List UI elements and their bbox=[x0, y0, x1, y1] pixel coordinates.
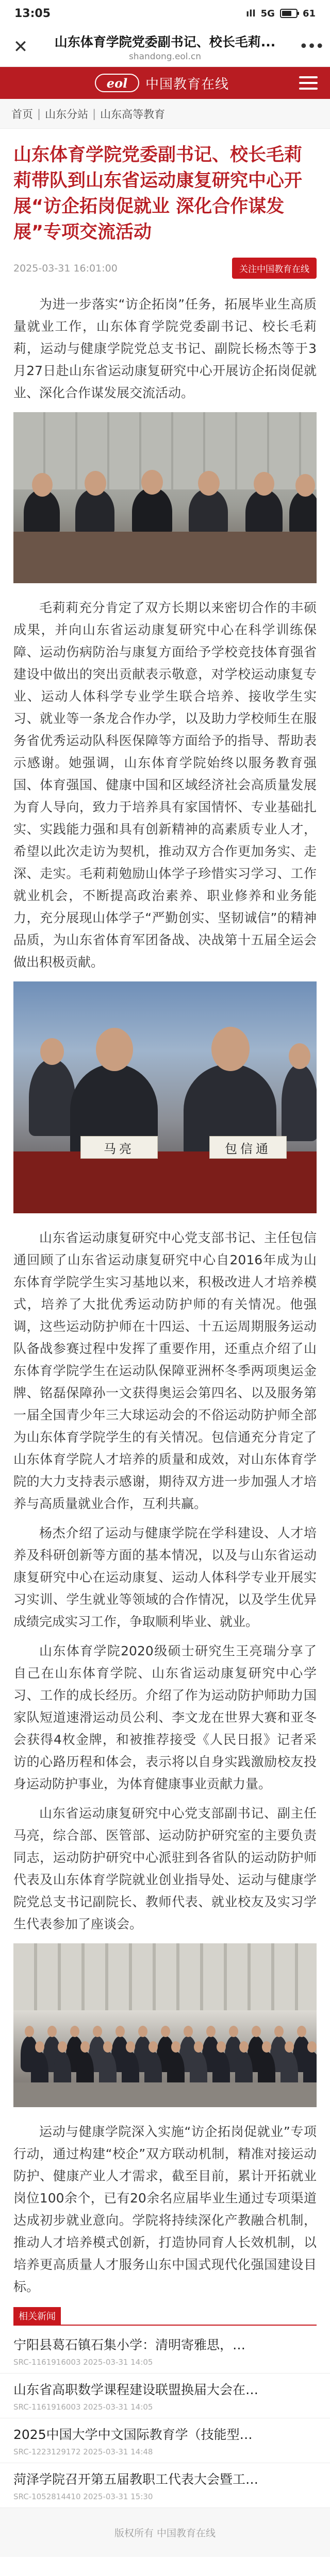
article-paragraph: 山东省运动康复研究中心党支部书记、主任包信通回顾了山东省运动康复研究中心自2016年成为山东体育学院学生实习基地以来，积极改进人才培养模式，培养了大批优秀运动防护师的有关情况。他强调，这些运动防护师在十四运、十五运周期服务运动队备战参赛过程中发挥了重要作用，还重点介绍了山东体育学院学生在运动队保障亚洲杯冬季两项奥运金牌、铭磊保障孙一文获得奥运会第四名、以及服务第一届全国青少年三大球运动会的不俗运动防护师全部为山东体育学院学生的有关情况。包信通充分肯定了山东体育学院人才培养的质量和成效，对山东体育学院的大力支持表示感谢，期待双方进一步加强人才培养与高质量就业合作，互利共赢。 bbox=[13, 1230, 317, 1511]
article-paragraph: 杨杰介绍了运动与健康学院在学科建设、人才培养及科研创新等方面的基本情况，以及与山东省运动康复研究中心在运动康复、运动人体科学专业开展实习实训、学生就业等领域的合作情况，以及学生优异成绩完成实习工作，争取顺利毕业、就业。 bbox=[13, 1526, 317, 1629]
site-logo[interactable] bbox=[95, 74, 229, 93]
related-news-item[interactable] bbox=[0, 2329, 330, 2374]
status-bar bbox=[0, 0, 330, 27]
related-news bbox=[0, 2307, 330, 2508]
breadcrumb-home[interactable]: 首页 bbox=[11, 108, 33, 121]
breadcrumb: 首页 | 山东分站 | 山东高等教育 bbox=[0, 99, 330, 129]
signal-icon: ıll bbox=[246, 8, 256, 19]
browser-title-bar bbox=[0, 27, 330, 67]
article-paragraph: 为进一步落实“访企拓岗”任务，拓展毕业生高质量就业工作，山东体育学院党委副书记、校长毛莉莉，运动与健康学院党总支书记、副院长杨杰等于3月27日赴山东省运动康复研究中心开展访企拓岗促就业、深化合作谋发展交流活动。 bbox=[13, 297, 317, 400]
article-paragraph: 毛莉莉充分肯定了双方长期以来密切合作的丰硕成果，并向山东省运动康复研究中心在科学训练保障、运动伤病防治与康复方面给予学校竞技体育强省建设中做出的突出贡献表示敬意，对学校运动康复专业、运动人体科学专业学生联合培养、接收学生实习、就业等一条龙合作办学，以及助力学校师生在服务省优秀运动队科医保障等方面给予的指导、帮助表示感谢。她强调，山东体育学院始终以服务教育强国、体育强国、健康中国和区域经济社会高质量发展为育人导向，致力于培养具有家国情怀、专业基础扎实、实践能力强和具有创新精神的高素质专业人才，希望以此次走访为契机，推动双方合作更加务实、走深、走实。毛莉莉勉励山体学子珍惜实习学习、工作就业机会，不断提高政治素养、职业修养和业务能力，充分展现山体学子“严勤创实、坚韧诚信”的精神品质，为山东省体育军团备战、决战第十五届全运会做出积极贡献。 bbox=[13, 600, 317, 970]
breadcrumb-category[interactable]: 山东高等教育 bbox=[100, 108, 166, 121]
status-time: 13:05 bbox=[14, 7, 51, 20]
nameplate-left: 马亮 bbox=[80, 1136, 158, 1159]
article-paragraph: 山东体育学院2020级硕士研究生王亮瑞分享了自己在山东体育学院、山东省运动康复研究中心学习、工作的成长经历。介绍了作为运动防护师助力国家队短道速滑运动员公利、李文龙在世界大赛和亚冬会获得4枚金牌，和被推荐接受《人民日报》记者采访的心路历程和体会，表示将以自身实践激励校友投身运动防护事业，为体育健康事业贡献力量。 bbox=[13, 1643, 317, 1791]
browser-page-title: 山东体育学院党委副书记、校长毛莉... bbox=[54, 34, 276, 49]
network-label: 5G bbox=[260, 8, 275, 19]
related-news-source: SRC-1052814410 2025-03-31 15:30 bbox=[13, 2492, 153, 2501]
article-meta bbox=[13, 258, 317, 293]
breadcrumb-branch[interactable]: 山东分站 bbox=[45, 108, 89, 121]
related-news-source: SRC-1161916003 2025-03-31 14:05 bbox=[13, 2402, 153, 2412]
battery-icon bbox=[280, 9, 298, 18]
status-icons bbox=[246, 8, 316, 19]
follow-button[interactable]: 关注中国教育在线 bbox=[232, 258, 317, 279]
close-icon[interactable]: ✕ bbox=[13, 36, 28, 57]
related-news-title: 2025中国大学中文国际教育学（技能型… bbox=[13, 2427, 253, 2442]
browser-titles bbox=[31, 32, 299, 62]
meeting-photo bbox=[13, 412, 317, 583]
related-news-source: SRC-1223129172 2025-03-31 14:48 bbox=[13, 2447, 153, 2456]
article-paragraph: 运动与健康学院深入实施“访企拓岗促就业”专项行动，通过构建“校企”双方联动机制，精准对接运动防护、健康产业人才需求，截至目前，累计开拓就业岗位100余个，已有20余名应届毕业生通过专项渠道达成初步就业意向。学院将持续深化产教融合机制，推动人才培养模式创新，打造协同育人长效机制，以培养更高质量人才服务山东中国式现代化强国建设目标。 bbox=[13, 2124, 317, 2294]
browser-domain: shandong.eol.cn bbox=[128, 51, 202, 62]
related-news-item[interactable] bbox=[0, 2463, 330, 2508]
speakers-photo bbox=[13, 981, 317, 1213]
related-news-item[interactable] bbox=[0, 2374, 330, 2418]
related-news-item[interactable] bbox=[0, 2418, 330, 2463]
article-date: 2025-03-31 16:01:00 bbox=[13, 262, 118, 274]
menu-icon[interactable] bbox=[299, 76, 318, 90]
related-news-title: 宁阳县葛石镇石集小学：清明寄雅思，… bbox=[13, 2337, 246, 2352]
article-paragraph: 山东省运动康复研究中心党支部副书记、副主任马亮，综合部、医管部、运动防护研究室的主要负责同志，运动防护研究中心派驻到各省队的运动防护师代表及山东体育学院就业创业指导处、运动与健康学院党总支书记副院长、教师代表、就业校友及实习学生代表参加了座谈会。 bbox=[13, 1806, 317, 1931]
site-header bbox=[0, 67, 330, 99]
more-options-icon[interactable]: ••• bbox=[299, 38, 324, 56]
nameplate-right: 包信通 bbox=[209, 1136, 287, 1159]
logo-mark: eol bbox=[95, 74, 139, 92]
article-title: 山东体育学院党委副书记、校长毛莉莉带队到山东省运动康复研究中心开展“访企拓岗促就业 深化合作谋发展”专项交流活动 bbox=[13, 145, 303, 243]
group-photo bbox=[13, 1943, 317, 2107]
footer: 版权所有 中国教育在线 bbox=[0, 2508, 330, 2557]
site-name: 中国教育在线 bbox=[145, 76, 229, 92]
related-news-source: SRC-1161916003 2025-03-31 14:05 bbox=[13, 2358, 153, 2367]
related-news-label: 相关新闻 bbox=[13, 2307, 61, 2325]
article bbox=[0, 129, 330, 2298]
battery-level: 61 bbox=[302, 8, 316, 19]
battery-fill bbox=[282, 11, 291, 16]
related-news-title: 山东省高职数学课程建设联盟换届大会在… bbox=[13, 2382, 259, 2397]
related-news-title: 菏泽学院召开第五届教职工代表大会暨工… bbox=[13, 2472, 259, 2487]
